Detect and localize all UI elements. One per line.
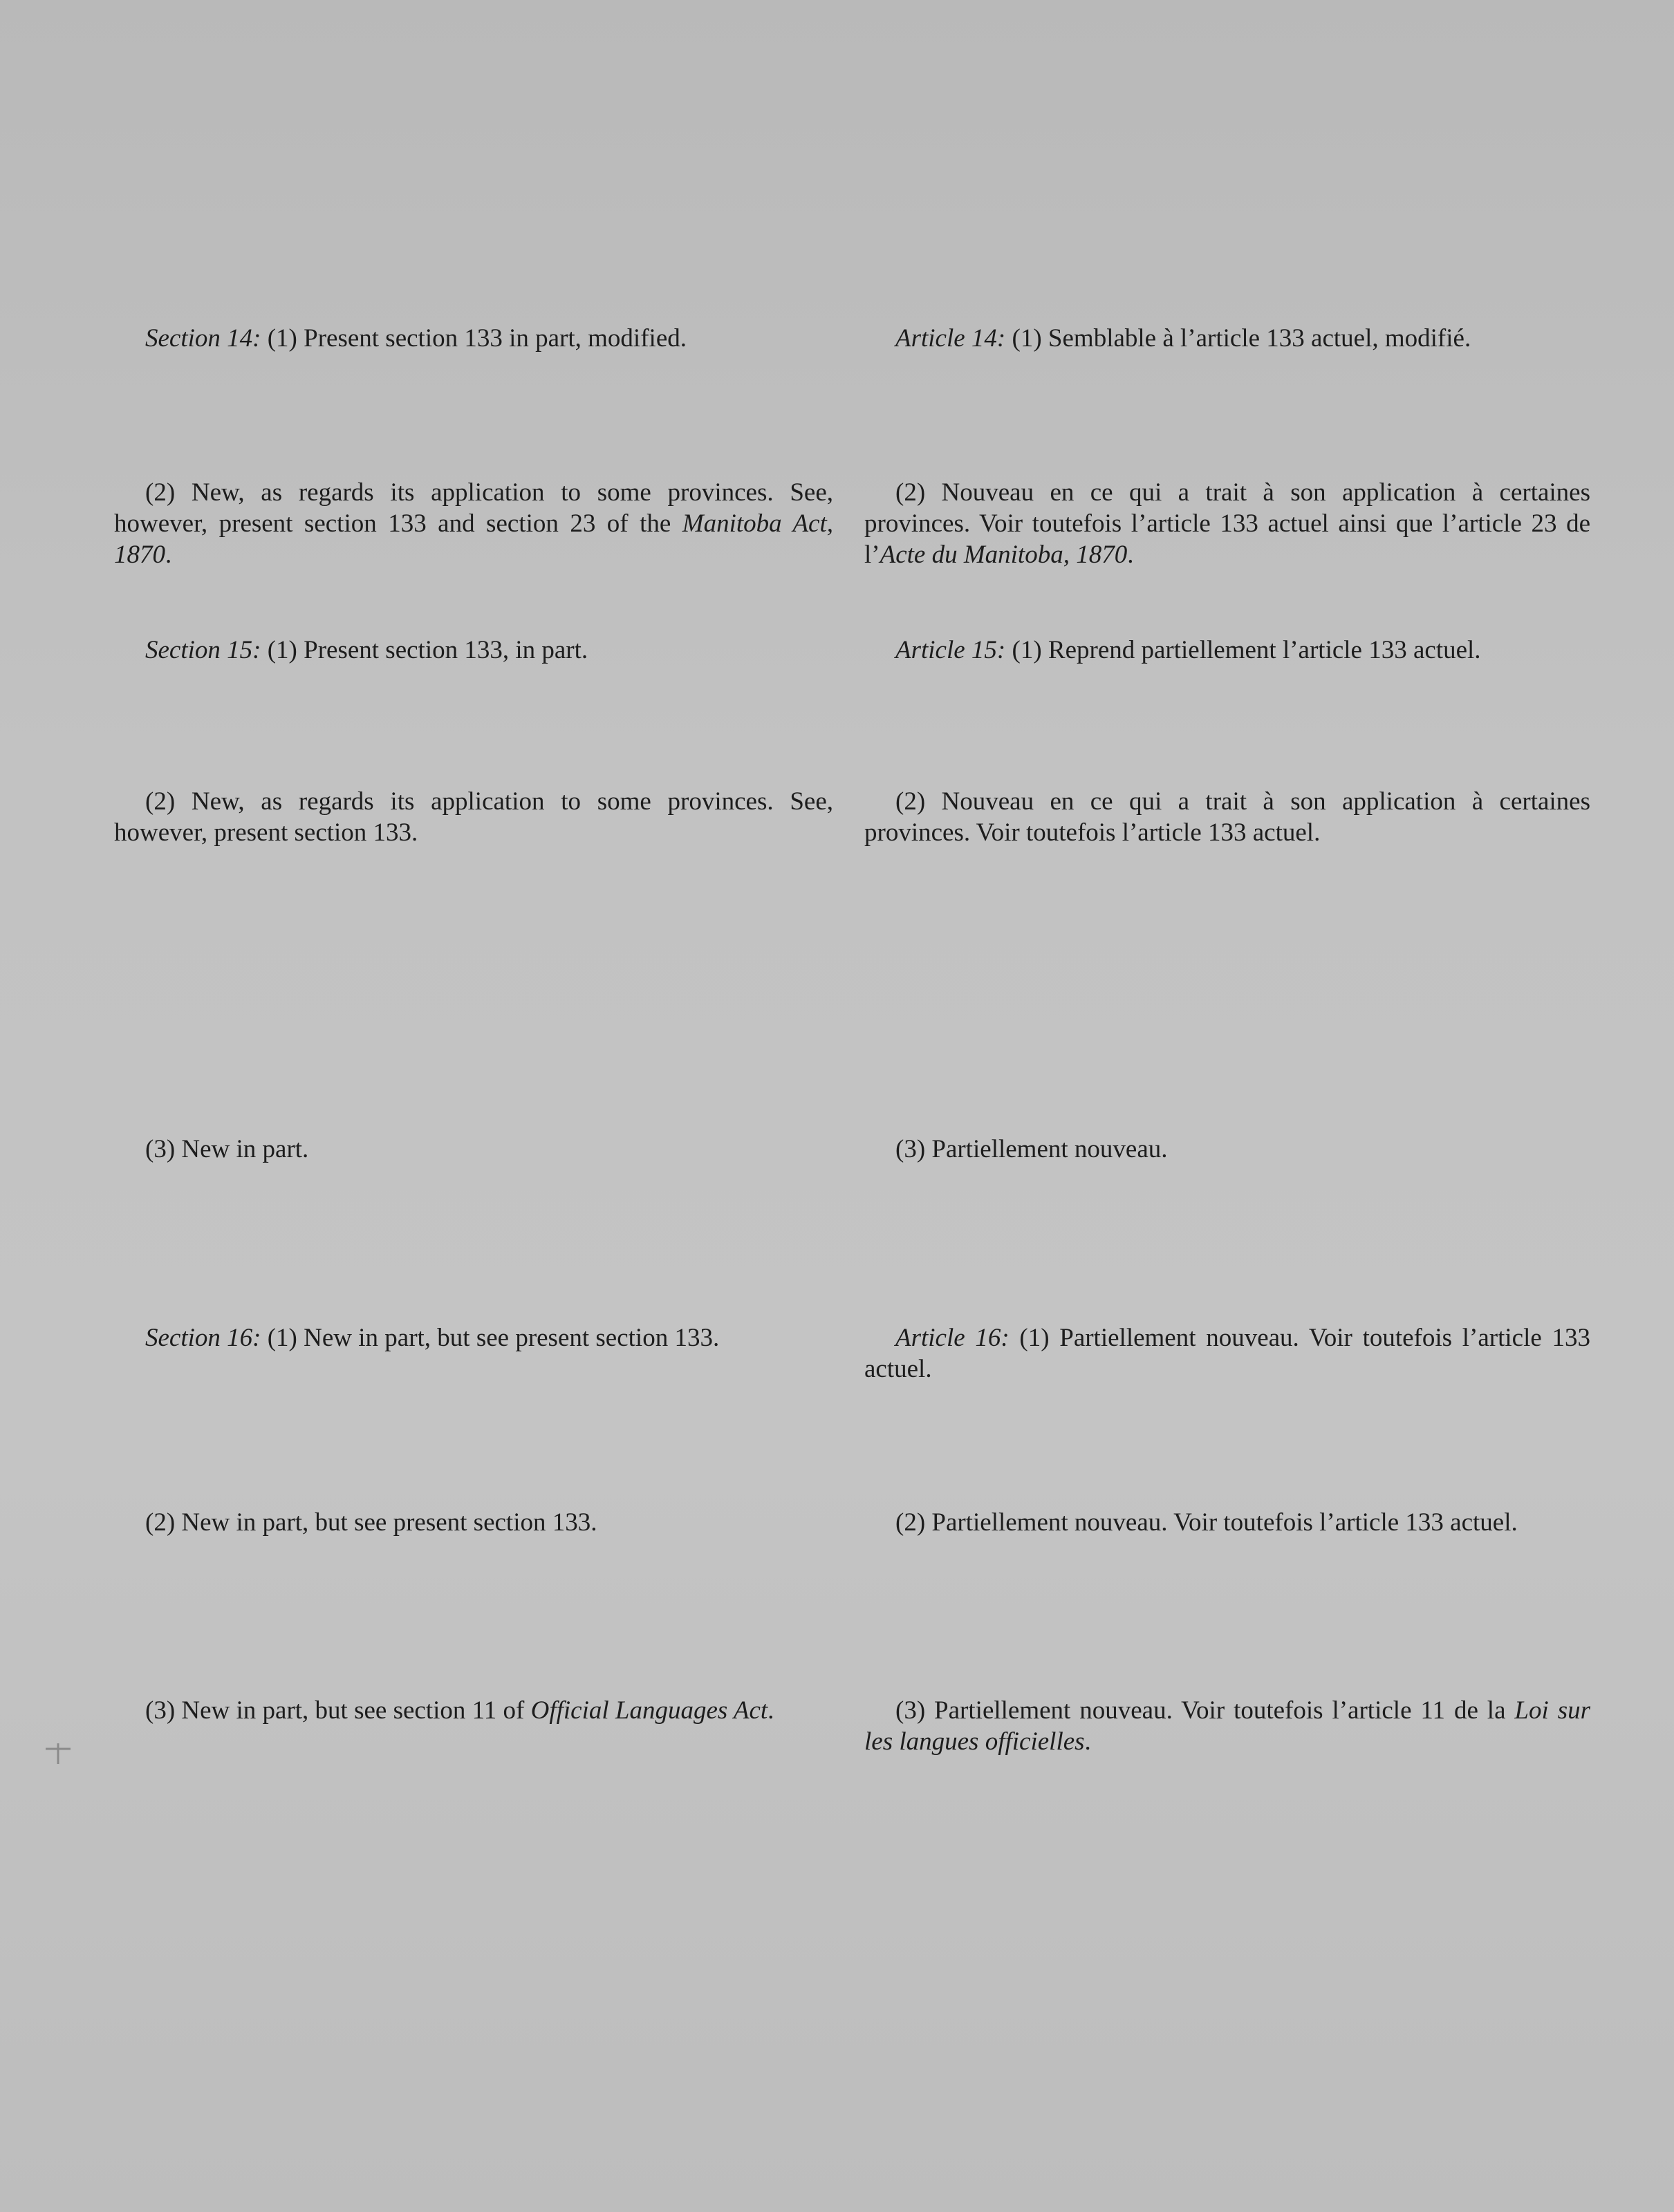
note-section-15-3 [114,1134,308,1165]
note-section-14-2 [114,477,833,570]
note-text: (2) Partiellement nouveau. Voir toutefois l’article 133 actuel. [895,1508,1518,1537]
note-text: (3) Partiellement nouveau. Voir toutefois l’article 11 de la [895,1696,1515,1725]
note-tail: . [1127,541,1134,569]
note-tail: . [165,541,172,569]
note-article-15-3 [864,1134,1168,1165]
note-article-15-2 [864,786,1590,848]
registration-mark-icon [43,1736,73,1767]
note-text: (2) New in part, but see present section 133. [145,1508,597,1537]
note-lead: Article 14: [895,324,1006,353]
note-lead: Section 15: [145,636,261,664]
note-italic: Manitoba Act, 1870 [114,509,833,569]
note-lead: Section 16: [145,1324,261,1352]
note-italic: Official Languages Act [530,1696,768,1725]
note-text: (1) New in part, but see present section 133. [261,1324,720,1352]
note-text: (1) Semblable à l’article 133 actuel, modifié. [1005,324,1471,353]
note-text: (1) Reprend partiellement l’article 133 actuel. [1005,636,1481,664]
note-article-14-1 [864,323,1471,354]
note-text: (2) New, as regards its application to some provinces. See, however, present section 133. [114,787,833,847]
note-section-16-3 [114,1695,774,1726]
note-italic: Acte du Manitoba, 1870 [880,541,1128,569]
note-text: (1) Present section 133 in part, modified. [261,324,687,353]
note-tail: . [1084,1727,1091,1756]
note-article-16-3 [864,1695,1590,1757]
note-section-15-1 [114,635,588,666]
note-section-15-2 [114,786,833,848]
note-article-14-2 [864,477,1590,570]
note-section-14-1 [114,323,687,354]
note-italic: Loi sur les langues officielles [864,1696,1590,1756]
note-text: (3) Partiellement nouveau. [895,1135,1168,1163]
note-section-16-1 [114,1322,719,1353]
note-text: (3) New in part. [145,1135,309,1163]
note-text: (1) Present section 133, in part. [261,636,588,664]
note-article-16-1 [864,1322,1590,1385]
note-article-16-2 [864,1507,1518,1538]
note-lead: Article 16: [895,1324,1010,1352]
note-article-15-1 [864,635,1481,666]
note-lead: Article 15: [895,636,1006,664]
note-text: (2) New, as regards its application to some provinces. See, however, present section 133 and section 23 of the [114,478,833,538]
note-text: (2) Nouveau en ce qui a trait à son application à certaines provinces. Voir toutefois l’article 133 actuel. [864,787,1590,847]
note-text: (2) Nouveau en ce qui a trait à son application à certaines provinces. Voir toutefois l’article 133 actuel ainsi que l’article 23 de l’ [864,478,1590,569]
note-tail: . [768,1696,774,1725]
note-text: (3) New in part, but see section 11 of [145,1696,531,1725]
note-lead: Section 14: [145,324,261,353]
note-section-16-2 [114,1507,597,1538]
note-text: (1) Partiellement nouveau. Voir toutefois l’article 133 actuel. [864,1324,1590,1383]
